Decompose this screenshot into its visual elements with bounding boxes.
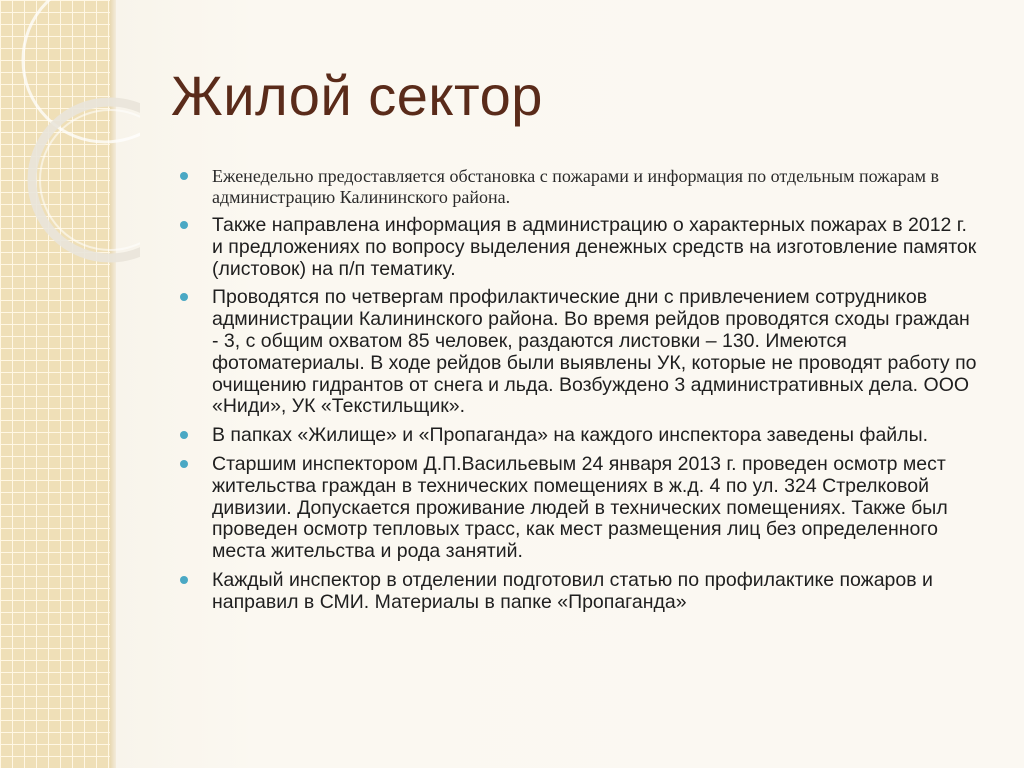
bullet-dot-icon — [180, 576, 188, 584]
list-item — [180, 215, 980, 280]
list-item — [180, 454, 980, 563]
list-item-text: Также направлена информация в администрацию о характерных пожарах в 2012 г. и предложениях по вопросу выделения денежных средств на изготовление памяток (листовок) на п/п тематику. — [212, 214, 977, 280]
decorative-grid-panel — [0, 0, 114, 768]
list-item-text: Еженедельно предоставляется обстановка с пожарами и информация по отдельным пожарам в администрацию Калининского района. — [212, 166, 939, 207]
bullet-dot-icon — [180, 221, 188, 229]
list-item — [180, 287, 980, 418]
list-item-text: Каждый инспектор в отделении подготовил статью по профилактике пожаров и направил в СМИ. Материалы в папке «Пропаганда» — [212, 568, 933, 613]
list-item — [180, 425, 980, 447]
list-item-text: Проводятся по четвергам профилактические дни с привлечением сотрудников администрации Калининского района. Во время рейдов проводятся сходы граждан - 3, с общим охватом 85 человек, раздаются листовки – 130. Имеются фотоматериалы. В ходе рейдов были выявлены УК, которые не проводят работу по очищению гидрантов от снега и льда. Возбуждено 3 административных дела. ООО «Ниди», УК «Текстильщик». — [212, 286, 977, 418]
bullet-dot-icon — [180, 172, 188, 180]
list-item-text: В папках «Жилище» и «Пропаганда» на каждого инспектора заведены файлы. — [212, 424, 928, 447]
bullet-dot-icon — [180, 460, 188, 468]
list-item-text: Старшим инспектором Д.П.Васильевым 24 января 2013 г. проведен осмотр мест жительства граждан в технических помещениях в ж.д. 4 по ул. 324 Стрелковой дивизии. Допускается проживание людей в технических помещениях. Также был проведен осмотр тепловых трасс, как мест размещения лиц без определенного места жительства и рода занятий. — [212, 452, 948, 563]
panel-edge — [110, 0, 116, 768]
list-item — [180, 166, 980, 208]
list-item — [180, 570, 980, 614]
slide-title: Жилой сектор — [171, 64, 543, 127]
bullet-dot-icon — [180, 293, 188, 301]
bullet-dot-icon — [180, 431, 188, 439]
bullet-list — [180, 166, 980, 621]
